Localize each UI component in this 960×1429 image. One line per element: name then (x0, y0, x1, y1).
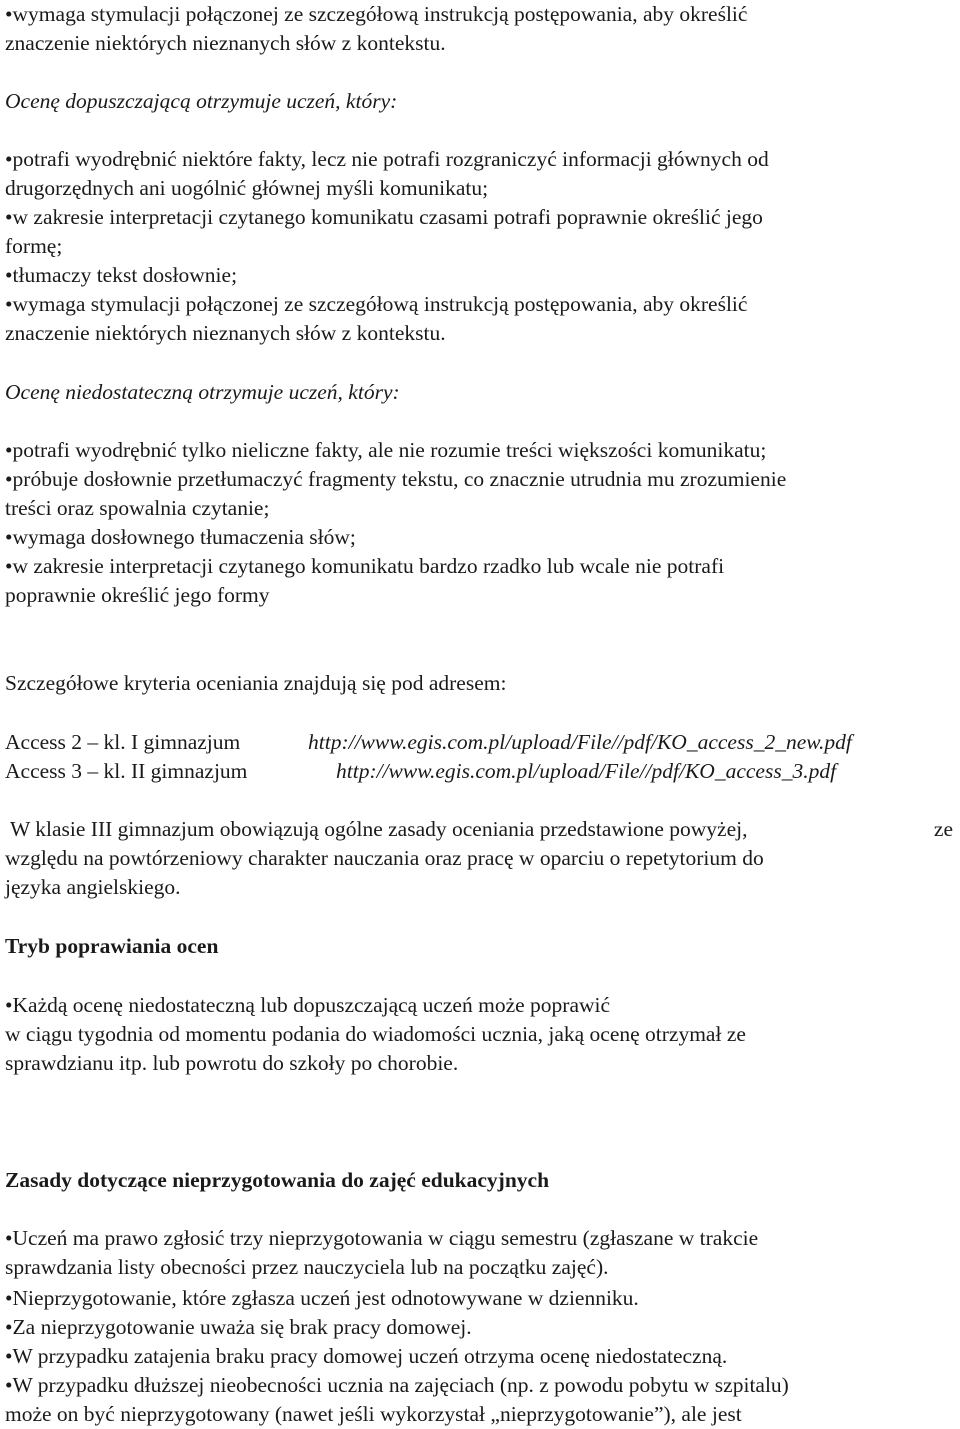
section-heading-poprawianie: Tryb poprawiania ocen (5, 934, 219, 958)
list-item (5, 436, 766, 465)
list-item-continuation: sprawdzania listy obecności przez nauczyciela lub na początku zajęć). (5, 1255, 609, 1279)
paragraph-line-text: W klasie III gimnazjum obowiązują ogólne zasady oceniania przedstawione powyżej, (5, 817, 748, 841)
list-item (5, 523, 356, 552)
list-item-text: Uczeń ma prawo zgłosić trzy nieprzygotowania w ciągu semestru (zgłaszane w trakcie (12, 1226, 759, 1250)
paragraph-line: sprawdzianu itp. lub powrotu do szkoły po chorobie. (5, 1051, 459, 1075)
list-item (5, 1313, 472, 1342)
list-item-text: Każdą ocenę niedostateczną lub dopuszczającą uczeń może poprawić (12, 993, 611, 1017)
paragraph-line: względu na powtórzeniowy charakter nauczania oraz pracę w oparciu o repetytorium do (5, 846, 764, 870)
list-item-text: W przypadku dłuższej nieobecności ucznia na zajęciach (np. z powodu pobytu w szpitalu) (12, 1373, 789, 1397)
list-item (5, 552, 724, 581)
list-item (5, 290, 747, 319)
list-item (5, 991, 610, 1020)
list-item (5, 145, 769, 174)
list-item-text: Nieprzygotowanie, które zgłasza uczeń jest odnotowywane w dzienniku. (12, 1286, 639, 1310)
list-item-continuation: treści oraz spowalnia czytanie; (5, 496, 270, 520)
paragraph-line: w ciągu tygodnia od momentu podania do wiadomości ucznia, jaką ocenę otrzymał ze (5, 1022, 746, 1046)
list-item-text: w zakresie interpretacji czytanego komunikatu bardzo rzadko lub wcale nie potrafi (12, 554, 725, 578)
criteria-row-access2 (5, 728, 852, 757)
list-item-continuation: może on być nieprzygotowany (nawet jeśli wykorzystał „nieprzygotowanie”), ale jest (5, 1402, 742, 1426)
section-heading-niedostateczna: Ocenę niedostateczną otrzymuje uczeń, który: (5, 380, 400, 404)
list-item-text: potrafi wyodrębnić niektóre fakty, lecz nie potrafi rozgraniczyć informacji głównych od (12, 147, 769, 171)
list-item-continuation: formę; (5, 234, 63, 258)
list-item-continuation: znaczenie niektórych nieznanych słów z kontekstu. (5, 321, 446, 345)
list-item (5, 465, 786, 494)
section-heading-zasady: Zasady dotyczące nieprzygotowania do zajęć edukacyjnych (5, 1168, 550, 1192)
list-item-text: wymaga stymulacji połączonej ze szczegółową instrukcją postępowania, aby określić (12, 292, 748, 316)
list-item-text: W przypadku zatajenia braku pracy domowej uczeń otrzyma ocenę niedostateczną. (12, 1344, 728, 1368)
list-item-text: Za nieprzygotowanie uważa się brak pracy domowej. (12, 1315, 472, 1339)
list-item-text: wymaga dosłownego tłumaczenia słów; (12, 525, 356, 549)
list-item (5, 0, 747, 29)
list-item-text: próbuje dosłownie przetłumaczyć fragmenty tekstu, co znacznie utrudnia mu zrozumienie (12, 467, 787, 491)
criteria-label: Access 2 – kl. I gimnazjum (5, 730, 241, 754)
list-item-text: w zakresie interpretacji czytanego komunikatu czasami potrafi poprawnie określić jego (12, 205, 763, 229)
list-item (5, 1371, 789, 1400)
list-item-continuation: drugorzędnych ani uogólnić głównej myśli komunikatu; (5, 176, 489, 200)
paragraph-line (5, 815, 953, 844)
criteria-row-access3 (5, 757, 836, 786)
paragraph-line-end: ze (933, 817, 953, 841)
list-item (5, 1284, 639, 1313)
list-item-text: wymaga stymulacji połączonej ze szczegółową instrukcją postępowania, aby określić (12, 2, 748, 26)
list-item-continuation: znaczenie niektórych nieznanych słów z kontekstu. (5, 31, 446, 55)
criteria-intro: Szczegółowe kryteria oceniania znajdują się pod adresem: (5, 671, 507, 695)
list-item-text: potrafi wyodrębnić tylko nieliczne fakty, ale nie rozumie treści większości komunikatu; (12, 438, 767, 462)
section-heading-dopuszczajaca: Ocenę dopuszczającą otrzymuje uczeń, który: (5, 89, 398, 113)
criteria-url-link[interactable]: http://www.egis.com.pl/upload/File//pdf/KO_access_2_new.pdf (308, 730, 852, 754)
list-item-continuation: poprawnie określić jego formy (5, 583, 270, 607)
criteria-url-link[interactable]: http://www.egis.com.pl/upload/File//pdf/KO_access_3.pdf (336, 759, 837, 783)
criteria-label: Access 3 – kl. II gimnazjum (5, 759, 248, 783)
list-item (5, 1224, 758, 1253)
paragraph-line: języka angielskiego. (5, 875, 181, 899)
list-item-text: tłumaczy tekst dosłownie; (12, 263, 238, 287)
list-item (5, 203, 763, 232)
list-item (5, 1342, 727, 1371)
list-item (5, 261, 237, 290)
